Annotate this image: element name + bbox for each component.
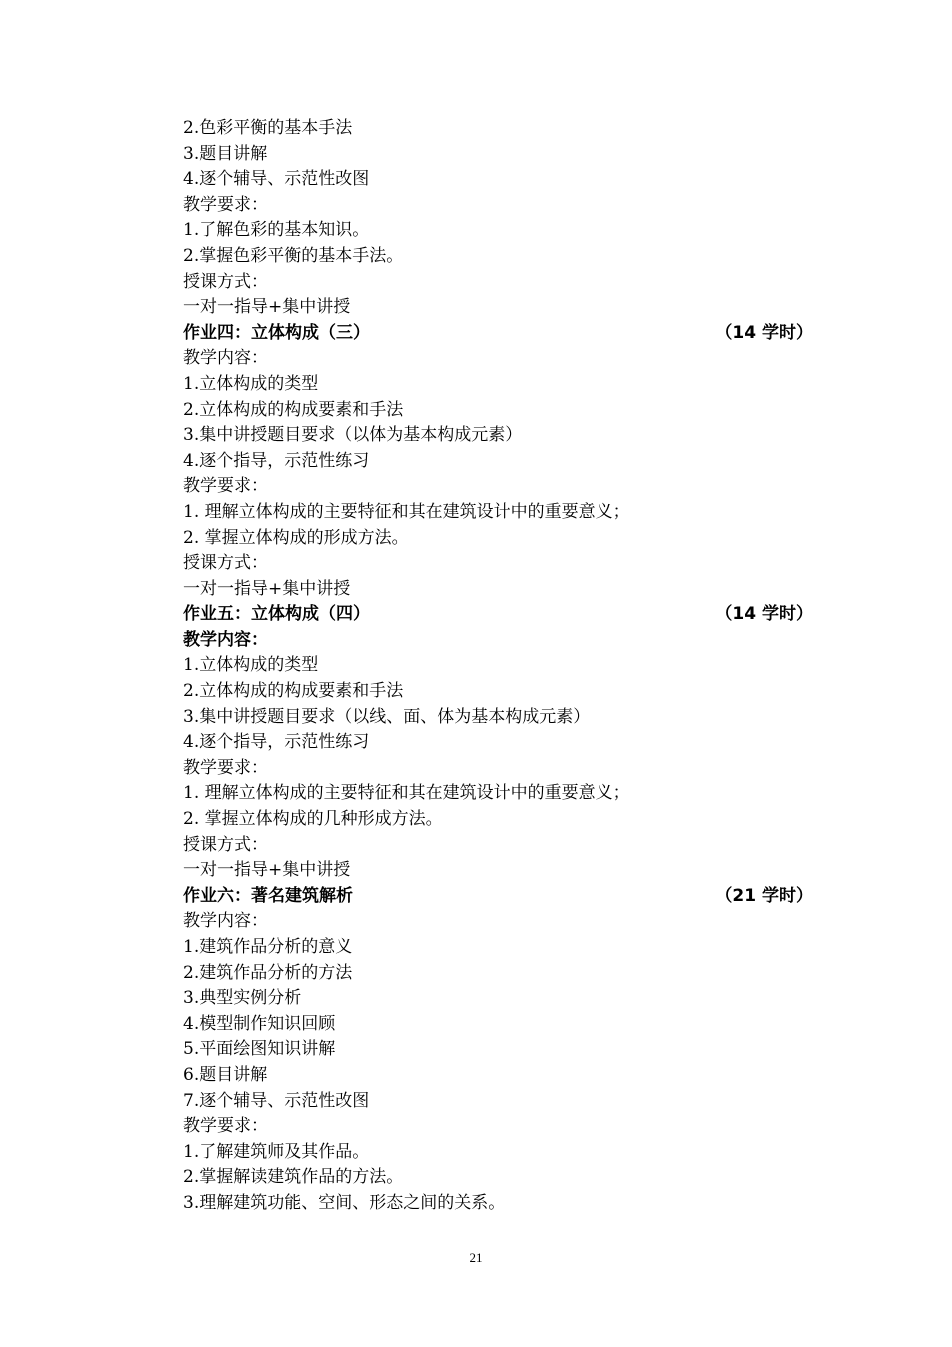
line-text: 教学内容： (183, 348, 268, 369)
text-line (183, 500, 813, 526)
line-text: 4.模型制作知识回顾 (183, 1013, 336, 1034)
text-line (183, 1089, 813, 1115)
page-number: 21 (469, 1250, 483, 1265)
line-text: 教学内容： (183, 911, 268, 932)
section-hours: （21 学时） (715, 885, 813, 906)
line-text: 3.题目讲解 (183, 143, 268, 164)
line-text: 7.逐个辅导、示范性改图 (183, 1090, 370, 1111)
text-line (183, 705, 813, 731)
text-line (183, 244, 813, 270)
section-heading (183, 884, 813, 910)
line-text: 4.逐个辅导、示范性改图 (183, 169, 370, 190)
text-line (183, 218, 813, 244)
text-line (183, 270, 813, 296)
text-line (183, 193, 813, 219)
text-line (183, 730, 813, 756)
text-line (183, 1191, 813, 1217)
line-text: 一对一指导+集中讲授 (183, 578, 351, 599)
text-line (183, 756, 813, 782)
section-title: 作业六：著名建筑解析 (183, 885, 353, 906)
line-text: 1.了解色彩的基本知识。 (183, 220, 370, 241)
line-text: 1.建筑作品分析的意义 (183, 937, 353, 957)
line-text: 2. 掌握立体构成的几种形成方法。 (183, 809, 443, 830)
line-text: 2.掌握解读建筑作品的方法。 (183, 1167, 404, 1188)
text-line (183, 1037, 813, 1063)
line-text: 4.逐个指导，示范性练习 (183, 450, 370, 471)
text-line (183, 653, 813, 679)
line-text: 一对一指导+集中讲授 (183, 860, 351, 881)
line-text: 3.理解建筑功能、空间、形态之间的关系。 (183, 1192, 506, 1213)
line-text: 授课方式： (183, 834, 268, 855)
text-line (183, 807, 813, 833)
line-text: 2. 掌握立体构成的形成方法。 (183, 527, 409, 548)
line-text: 2.立体构成的构成要素和手法 (183, 681, 404, 702)
text-line (183, 833, 813, 859)
text-line (183, 449, 813, 475)
text-line (183, 1165, 813, 1191)
line-text: 教学内容： (183, 629, 268, 650)
line-text: 3.集中讲授题目要求（以体为基本构成元素） (183, 425, 523, 446)
document-body (183, 116, 813, 1217)
line-text: 一对一指导+集中讲授 (183, 297, 351, 318)
text-line (183, 781, 813, 807)
section-title: 作业五：立体构成（四） (183, 604, 370, 625)
line-text: 1.立体构成的类型 (183, 373, 319, 394)
line-text: 教学要求： (183, 194, 268, 215)
text-line (183, 909, 813, 935)
text-line (183, 986, 813, 1012)
text-line (183, 295, 813, 321)
section-hours: （14 学时） (715, 604, 813, 625)
text-line (183, 679, 813, 705)
line-text: 教学要求： (183, 476, 268, 497)
line-text: 6.题目讲解 (183, 1064, 268, 1085)
text-line (183, 1114, 813, 1140)
line-text: 教学要求： (183, 1116, 268, 1137)
line-text: 4.逐个指导，示范性练习 (183, 732, 370, 753)
section-title: 作业四：立体构成（三） (183, 322, 370, 343)
line-text: 1. 理解立体构成的主要特征和其在建筑设计中的重要意义； (183, 783, 630, 804)
text-line (183, 526, 813, 552)
line-text: 2.立体构成的构成要素和手法 (183, 399, 404, 420)
line-text: 3.集中讲授题目要求（以线、面、体为基本构成元素） (183, 706, 591, 727)
text-line (183, 167, 813, 193)
text-line (183, 372, 813, 398)
text-line (183, 398, 813, 424)
text-line (183, 935, 813, 961)
text-line (183, 474, 813, 500)
line-text: 3.典型实例分析 (183, 988, 302, 1009)
line-text: 授课方式： (183, 271, 268, 292)
line-text: 2.色彩平衡的基本手法 (183, 118, 353, 138)
line-text: 1. 理解立体构成的主要特征和其在建筑设计中的重要意义； (183, 501, 630, 522)
text-line (183, 1140, 813, 1166)
section-hours: （14 学时） (715, 322, 813, 343)
line-text: 2.掌握色彩平衡的基本手法。 (183, 245, 404, 266)
line-text: 2.建筑作品分析的方法 (183, 962, 353, 983)
line-text: 1.了解建筑师及其作品。 (183, 1141, 370, 1162)
text-line (183, 346, 813, 372)
text-line (183, 858, 813, 884)
text-line (183, 142, 813, 168)
text-line (183, 961, 813, 987)
section-heading (183, 321, 813, 347)
text-line (183, 116, 813, 142)
section-heading (183, 602, 813, 628)
line-text: 1.立体构成的类型 (183, 655, 319, 676)
line-text: 5.平面绘图知识讲解 (183, 1039, 336, 1060)
text-line (183, 423, 813, 449)
text-line (183, 628, 813, 654)
text-line (183, 1012, 813, 1038)
text-line (183, 577, 813, 603)
line-text: 授课方式： (183, 553, 268, 574)
text-line (183, 551, 813, 577)
line-text: 教学要求： (183, 757, 268, 778)
text-line (183, 1063, 813, 1089)
